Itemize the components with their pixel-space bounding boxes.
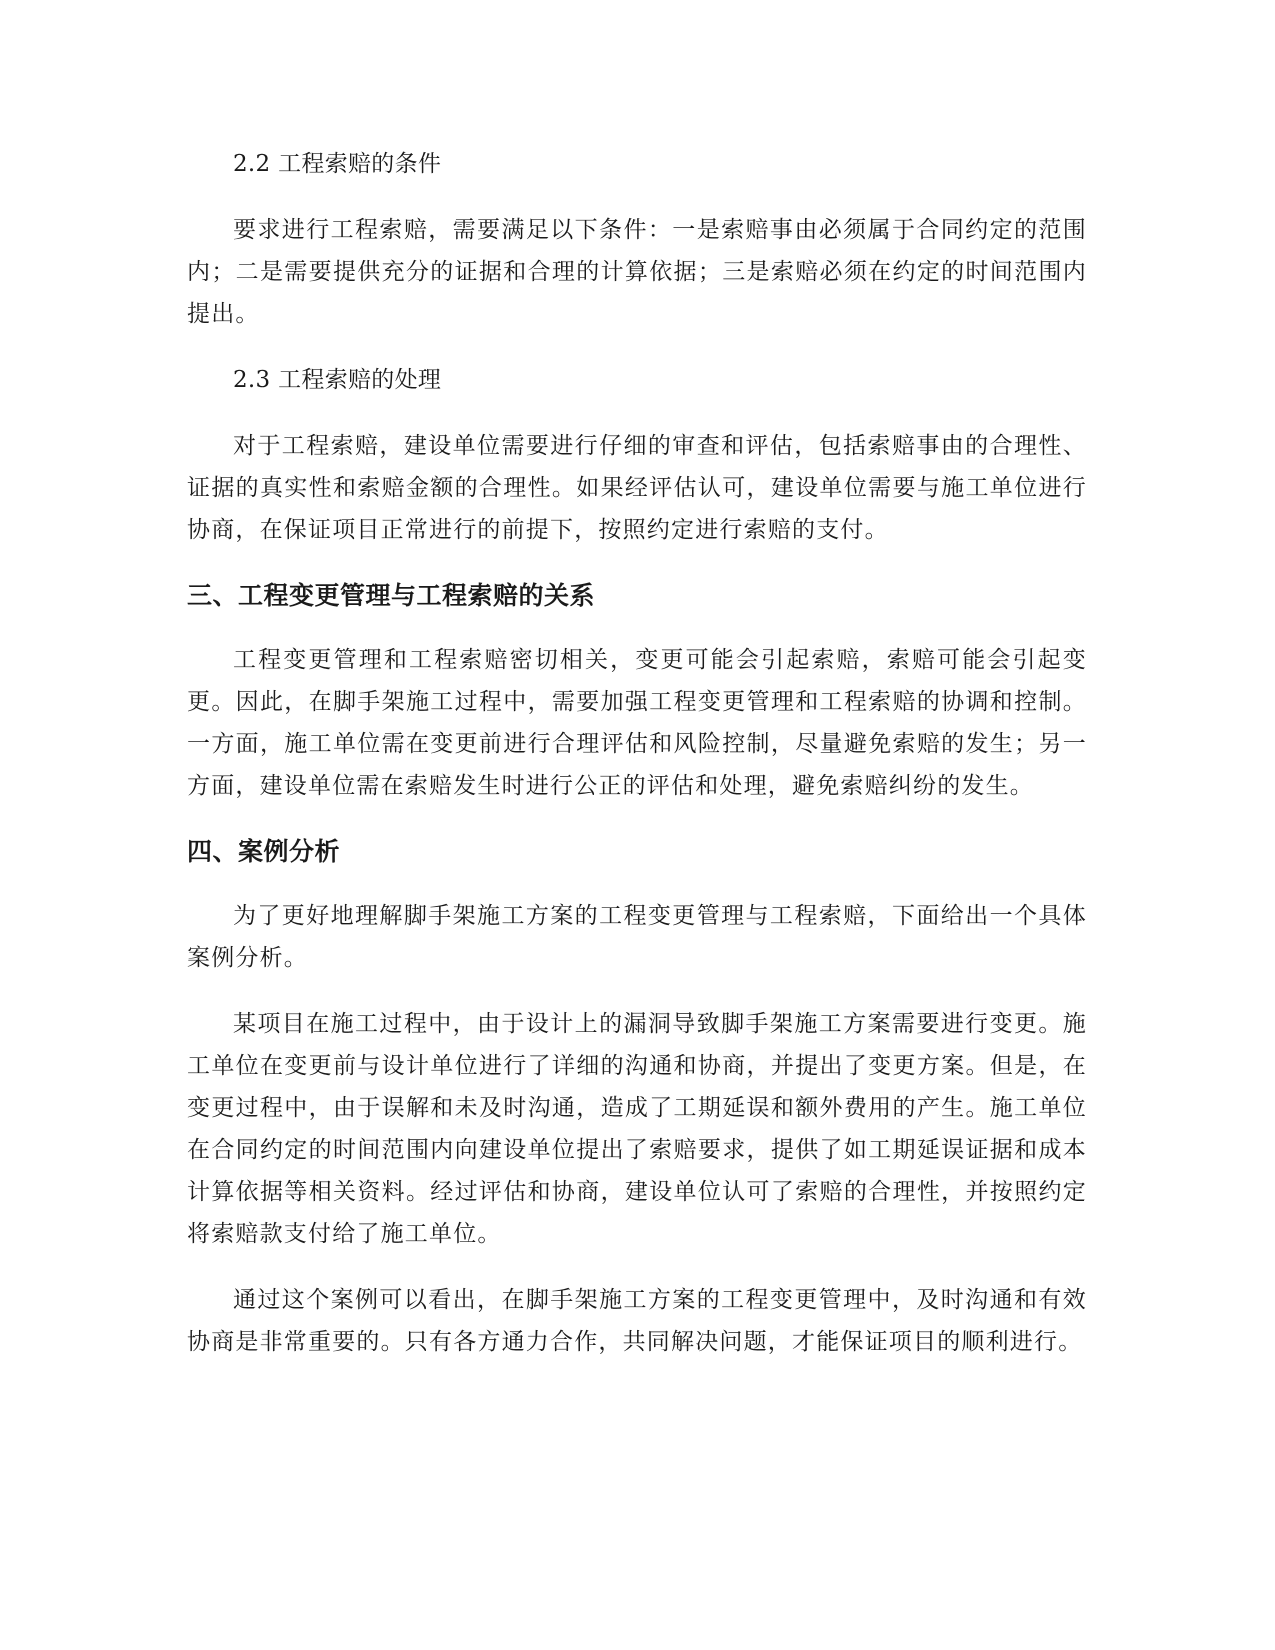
paragraph-relationship: 工程变更管理和工程索赔密切相关，变更可能会引起索赔，索赔可能会引起变更。因此，在脚手架施工过程中，需要加强工程变更管理和工程索赔的协调和控制。一方面，施工单位需在变更前进行合理评估和风险控制，尽量避免索赔的发生；另一方面，建设单位需在索赔发生时进行公正的评估和处理，避免索赔纠纷的发生。 [187,647,1087,799]
section-heading-relationship: 三、工程变更管理与工程索赔的关系 [187,581,596,610]
section-heading-case-study: 四、案例分析 [187,837,341,866]
paragraph-case-intro: 为了更好地理解脚手架施工方案的工程变更管理与工程索赔，下面给出一个具体案例分析。 [187,903,1087,971]
document-body [187,143,1087,1387]
paragraph-claim-conditions: 要求进行工程索赔，需要满足以下条件：一是索赔事由必须属于合同约定的范围内；二是需要提供充分的证据和合理的计算依据；三是索赔必须在约定的时间范围内提出。 [187,217,1087,327]
paragraph-case-conclusion: 通过这个案例可以看出，在脚手架施工方案的工程变更管理中，及时沟通和有效协商是非常重要的。只有各方通力合作，共同解决问题，才能保证项目的顺利进行。 [187,1287,1087,1355]
paragraph-claim-handling: 对于工程索赔，建设单位需要进行仔细的审查和评估，包括索赔事由的合理性、证据的真实性和索赔金额的合理性。如果经评估认可，建设单位需要与施工单位进行协商，在保证项目正常进行的前提下，按照约定进行索赔的支付。 [187,433,1087,543]
subheading-claim-handling: 2.3 工程索赔的处理 [233,367,442,393]
subheading-claim-conditions: 2.2 工程索赔的条件 [233,151,442,177]
paragraph-case-detail: 某项目在施工过程中，由于设计上的漏洞导致脚手架施工方案需要进行变更。施工单位在变更前与设计单位进行了详细的沟通和协商，并提出了变更方案。但是，在变更过程中，由于误解和未及时沟通，造成了工期延误和额外费用的产生。施工单位在合同约定的时间范围内向建设单位提出了索赔要求，提供了如工期延误证据和成本计算依据等相关资料。经过评估和协商，建设单位认可了索赔的合理性，并按照约定将索赔款支付给了施工单位。 [187,1011,1087,1247]
